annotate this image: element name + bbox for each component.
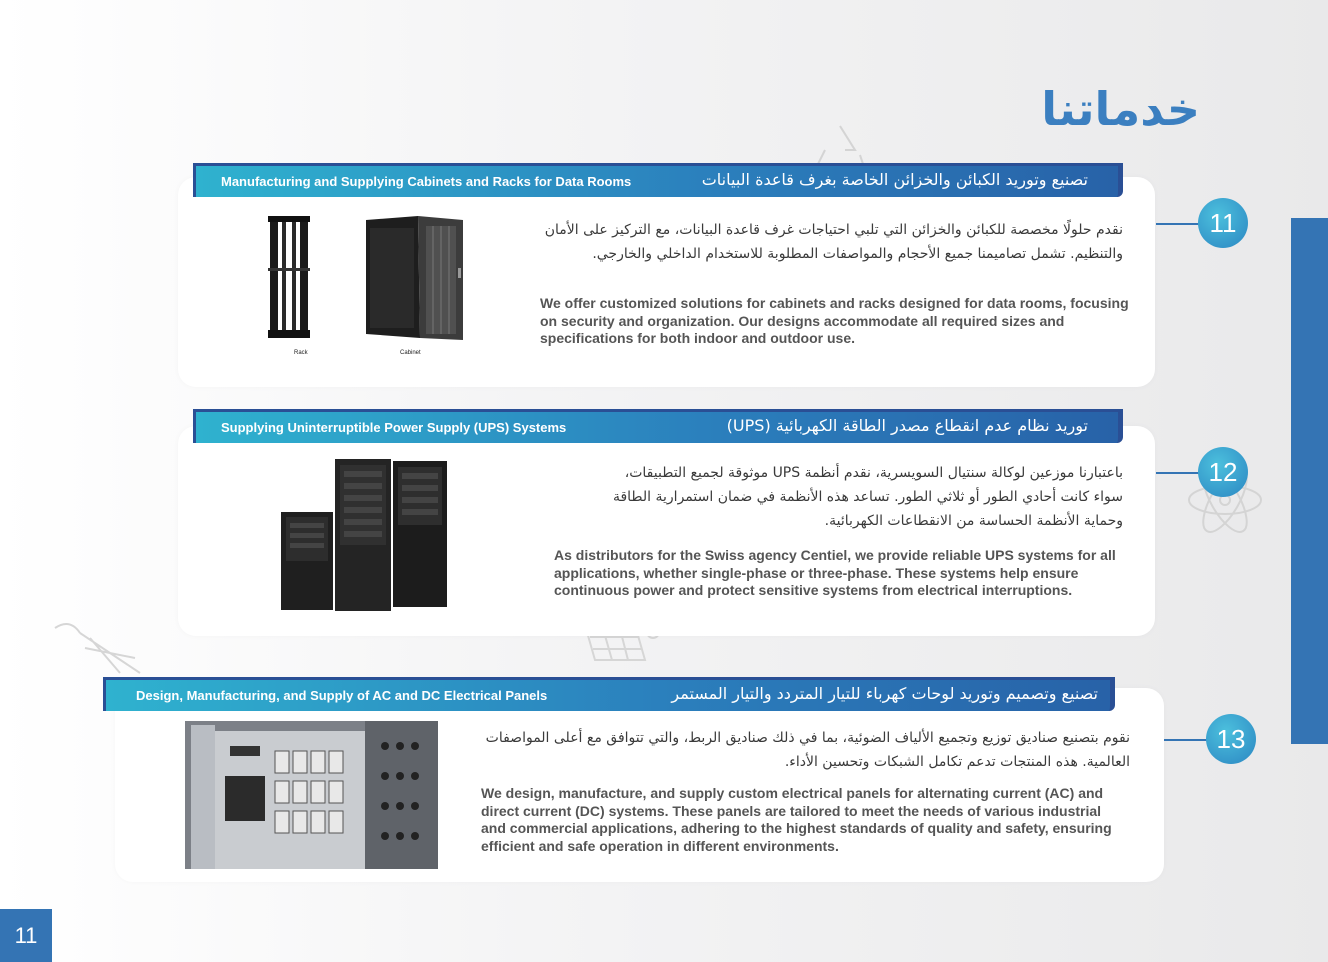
cabinet-label: Cabinet (400, 350, 421, 356)
electrical-panel-image (185, 721, 438, 869)
service-desc-ar: نقوم بتصنيع صناديق توزيع وتجميع الألياف الضوئية، بما في ذلك صناديق الربط، والتي تتوافق مع أعلى المواصفات العالمية. هذه المنتجات تدعم تكامل الشبكات وتحسين الأداء. (485, 730, 1130, 770)
service-title-en: Supplying Uninterruptible Power Supply (UPS) Systems (221, 420, 567, 435)
service-desc-en: As distributors for the Swiss agency Centiel, we provide reliable UPS systems for all applications, whether single-phase or three-phase. These systems help ensure continuous power and protect sensitive systems from electrical interruptions. (554, 547, 1116, 598)
service-desc-en: We design, manufacture, and supply custom electrical panels for alternating current (AC) and direct current (DC) systems. These panels are tailored to meet the needs of various industrial and commercial applications, adhering to the highest standards of quality and safety, ensuring efficient and safe operation in different environments. (481, 785, 1112, 854)
badge-connector (1164, 739, 1208, 741)
service-title-en: Manufacturing and Supplying Cabinets and Racks for Data Rooms (221, 174, 632, 189)
service-desc-ar: نقدم حلولًا مخصصة للكبائن والخزائن التي تلبي احتياجات غرف قاعدة البيانات، مع التركيز على الأمان والتنظيم. تشمل تصاميمنا جميع الأحجام والمواصفات المطلوبة للاستخدام الداخلي والخارجي. (544, 222, 1123, 262)
page-number: 11 (0, 909, 52, 962)
rack-label: Rack (294, 350, 308, 356)
service-number-badge: 13 (1206, 714, 1256, 764)
badge-connector (1156, 472, 1200, 474)
badge-connector (1156, 223, 1200, 225)
service-desc-en: We offer customized solutions for cabinets and racks designed for data rooms, focusing on security and organization. Our designs accommodate all required sizes and specifications for both indoor and outdoor use. (540, 295, 1129, 346)
service-ribbon-13 (103, 677, 1115, 711)
page-title: خدماتنا (1041, 82, 1200, 136)
side-accent-bar (1291, 218, 1328, 744)
rack-cabinet-image (258, 208, 478, 358)
service-title-en: Design, Manufacturing, and Supply of AC and DC Electrical Panels (136, 688, 548, 703)
service-number-badge: 12 (1198, 447, 1248, 497)
cabinet-illustration (366, 216, 463, 340)
service-title-ar: توريد نظام عدم انقطاع مصدر الطاقة الكهربائية (UPS) (726, 416, 1088, 435)
service-title-ar: تصنيع وتوريد الكبائن والخزائن الخاصة بغرف قاعدة البيانات (701, 170, 1088, 189)
ups-systems-image (278, 455, 450, 615)
service-desc-ar: باعتبارنا موزعين لوكالة سنتيال السويسرية، نقدم أنظمة UPS موثوقة لجميع التطبيقات، سواء كانت أحادي الطور أو ثلاثي الطور. تساعد هذه الأنظمة في ضمان استمرارية الطاقة وحماية الأنظمة الحساسة من الانقطاعات الكهربائية. (612, 465, 1123, 529)
power-tower-icon (50, 618, 150, 680)
service-ribbon-11 (193, 163, 1123, 197)
rack-illustration (268, 216, 310, 338)
service-title-ar: تصنيع وتصميم وتوريد لوحات كهرباء للتيار المتردد والتيار المستمر (671, 684, 1098, 703)
service-number-badge: 11 (1198, 198, 1248, 248)
service-ribbon-12 (193, 409, 1123, 443)
